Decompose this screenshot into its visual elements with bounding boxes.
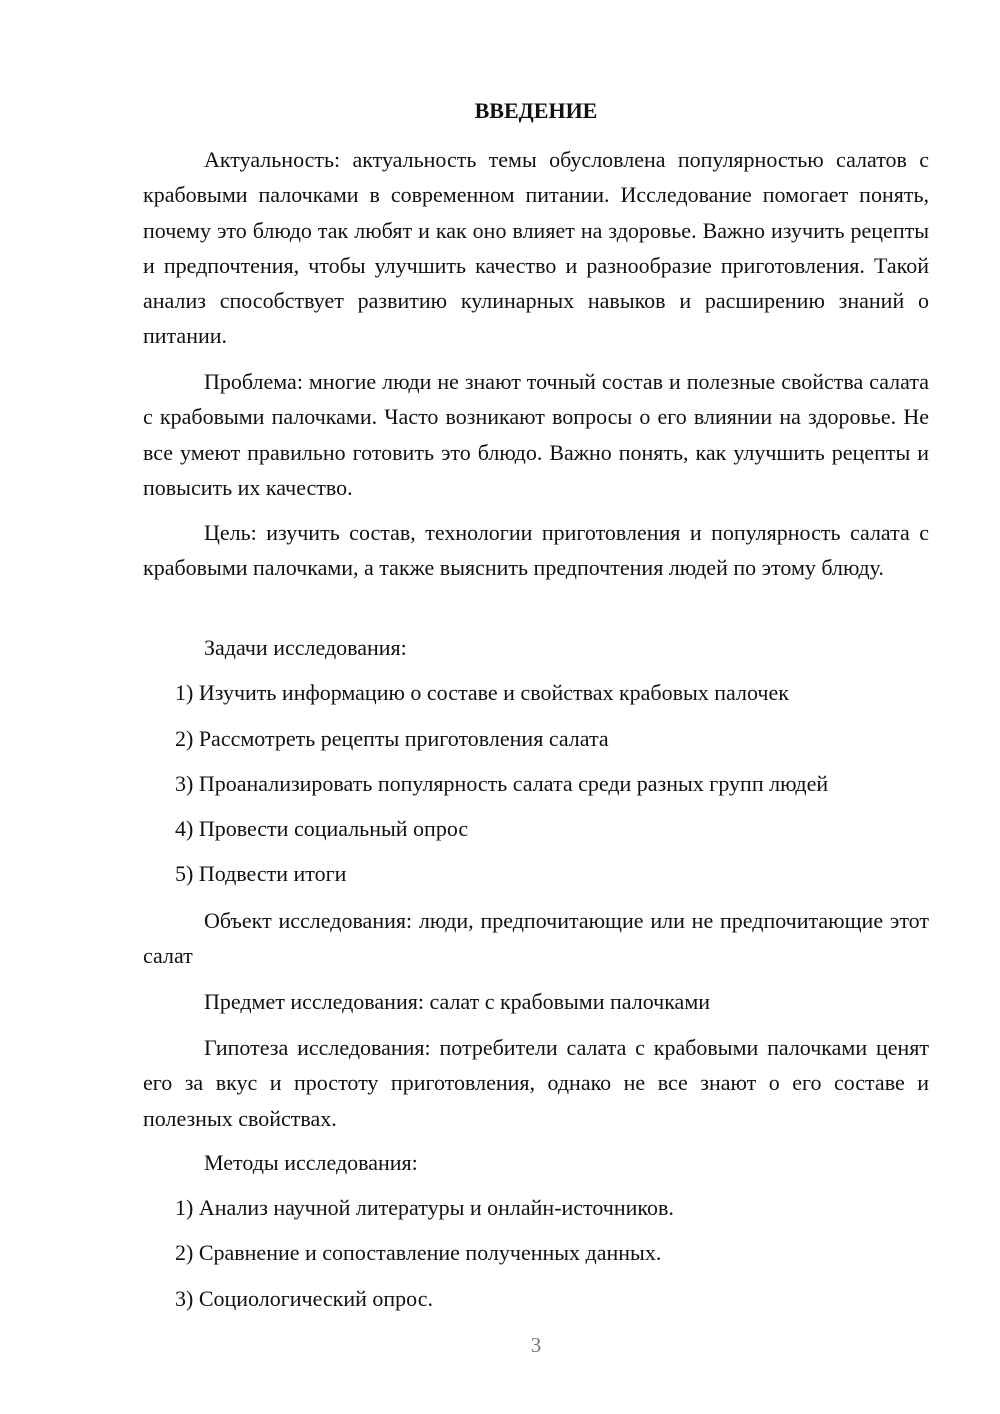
goal-paragraph: Цель: изучить состав, технологии приготовления и популярность салата с крабовыми палочками, а также выяснить предпочтения людей по этому блюду. [143,520,929,581]
object-paragraph: Объект исследования: люди, предпочитающие или не предпочитающие этот салат [143,908,929,969]
subject-paragraph: Предмет исследования: салат с крабовыми палочками [204,989,711,1014]
page-title: ВВЕДЕНИЕ [474,98,598,123]
page-number: 3 [530,1333,542,1357]
hypothesis-paragraph: Гипотеза исследования: потребители салата с крабовыми палочками ценят его за вкус и простоту приготовления, однако не все знают о его составе и полезных свойствах. [143,1035,929,1131]
problem-paragraph: Проблема: многие люди не знают точный состав и полезные свойства салата с крабовыми палочками. Часто возникают вопросы о его влиянии на здоровье. Не все умеют правильно готовить это блюдо. Важно понять, как улучшить рецепты и повысить их качество. [143,369,929,500]
task-item: 1) Изучить информацию о составе и свойствах крабовых палочек [175,680,789,705]
method-item: 2) Сравнение и сопоставление полученных данных. [175,1240,662,1265]
methods-heading: Методы исследования: [204,1150,418,1175]
task-item: 2) Рассмотреть рецепты приготовления салата [175,726,609,751]
method-item: 3) Социологический опрос. [175,1286,433,1311]
relevance-paragraph: Актуальность: актуальность темы обусловлена популярностью салатов с крабовыми палочками в современном питании. Исследование помогает понять, почему это блюдо так любят и как оно влияет на здоровье. Важно изучить рецепты и предпочтения, чтобы улучшить качество и разнообразие приготовления. Такой анализ способствует развитию кулинарных навыков и расширению знаний о питании. [143,147,929,349]
tasks-heading: Задачи исследования: [204,635,407,660]
method-item: 1) Анализ научной литературы и онлайн-источников. [175,1195,674,1220]
task-item: 4) Провести социальный опрос [175,816,469,841]
task-item: 5) Подвести итоги [175,861,347,886]
task-item: 3) Проанализировать популярность салата среди разных групп людей [175,771,829,796]
